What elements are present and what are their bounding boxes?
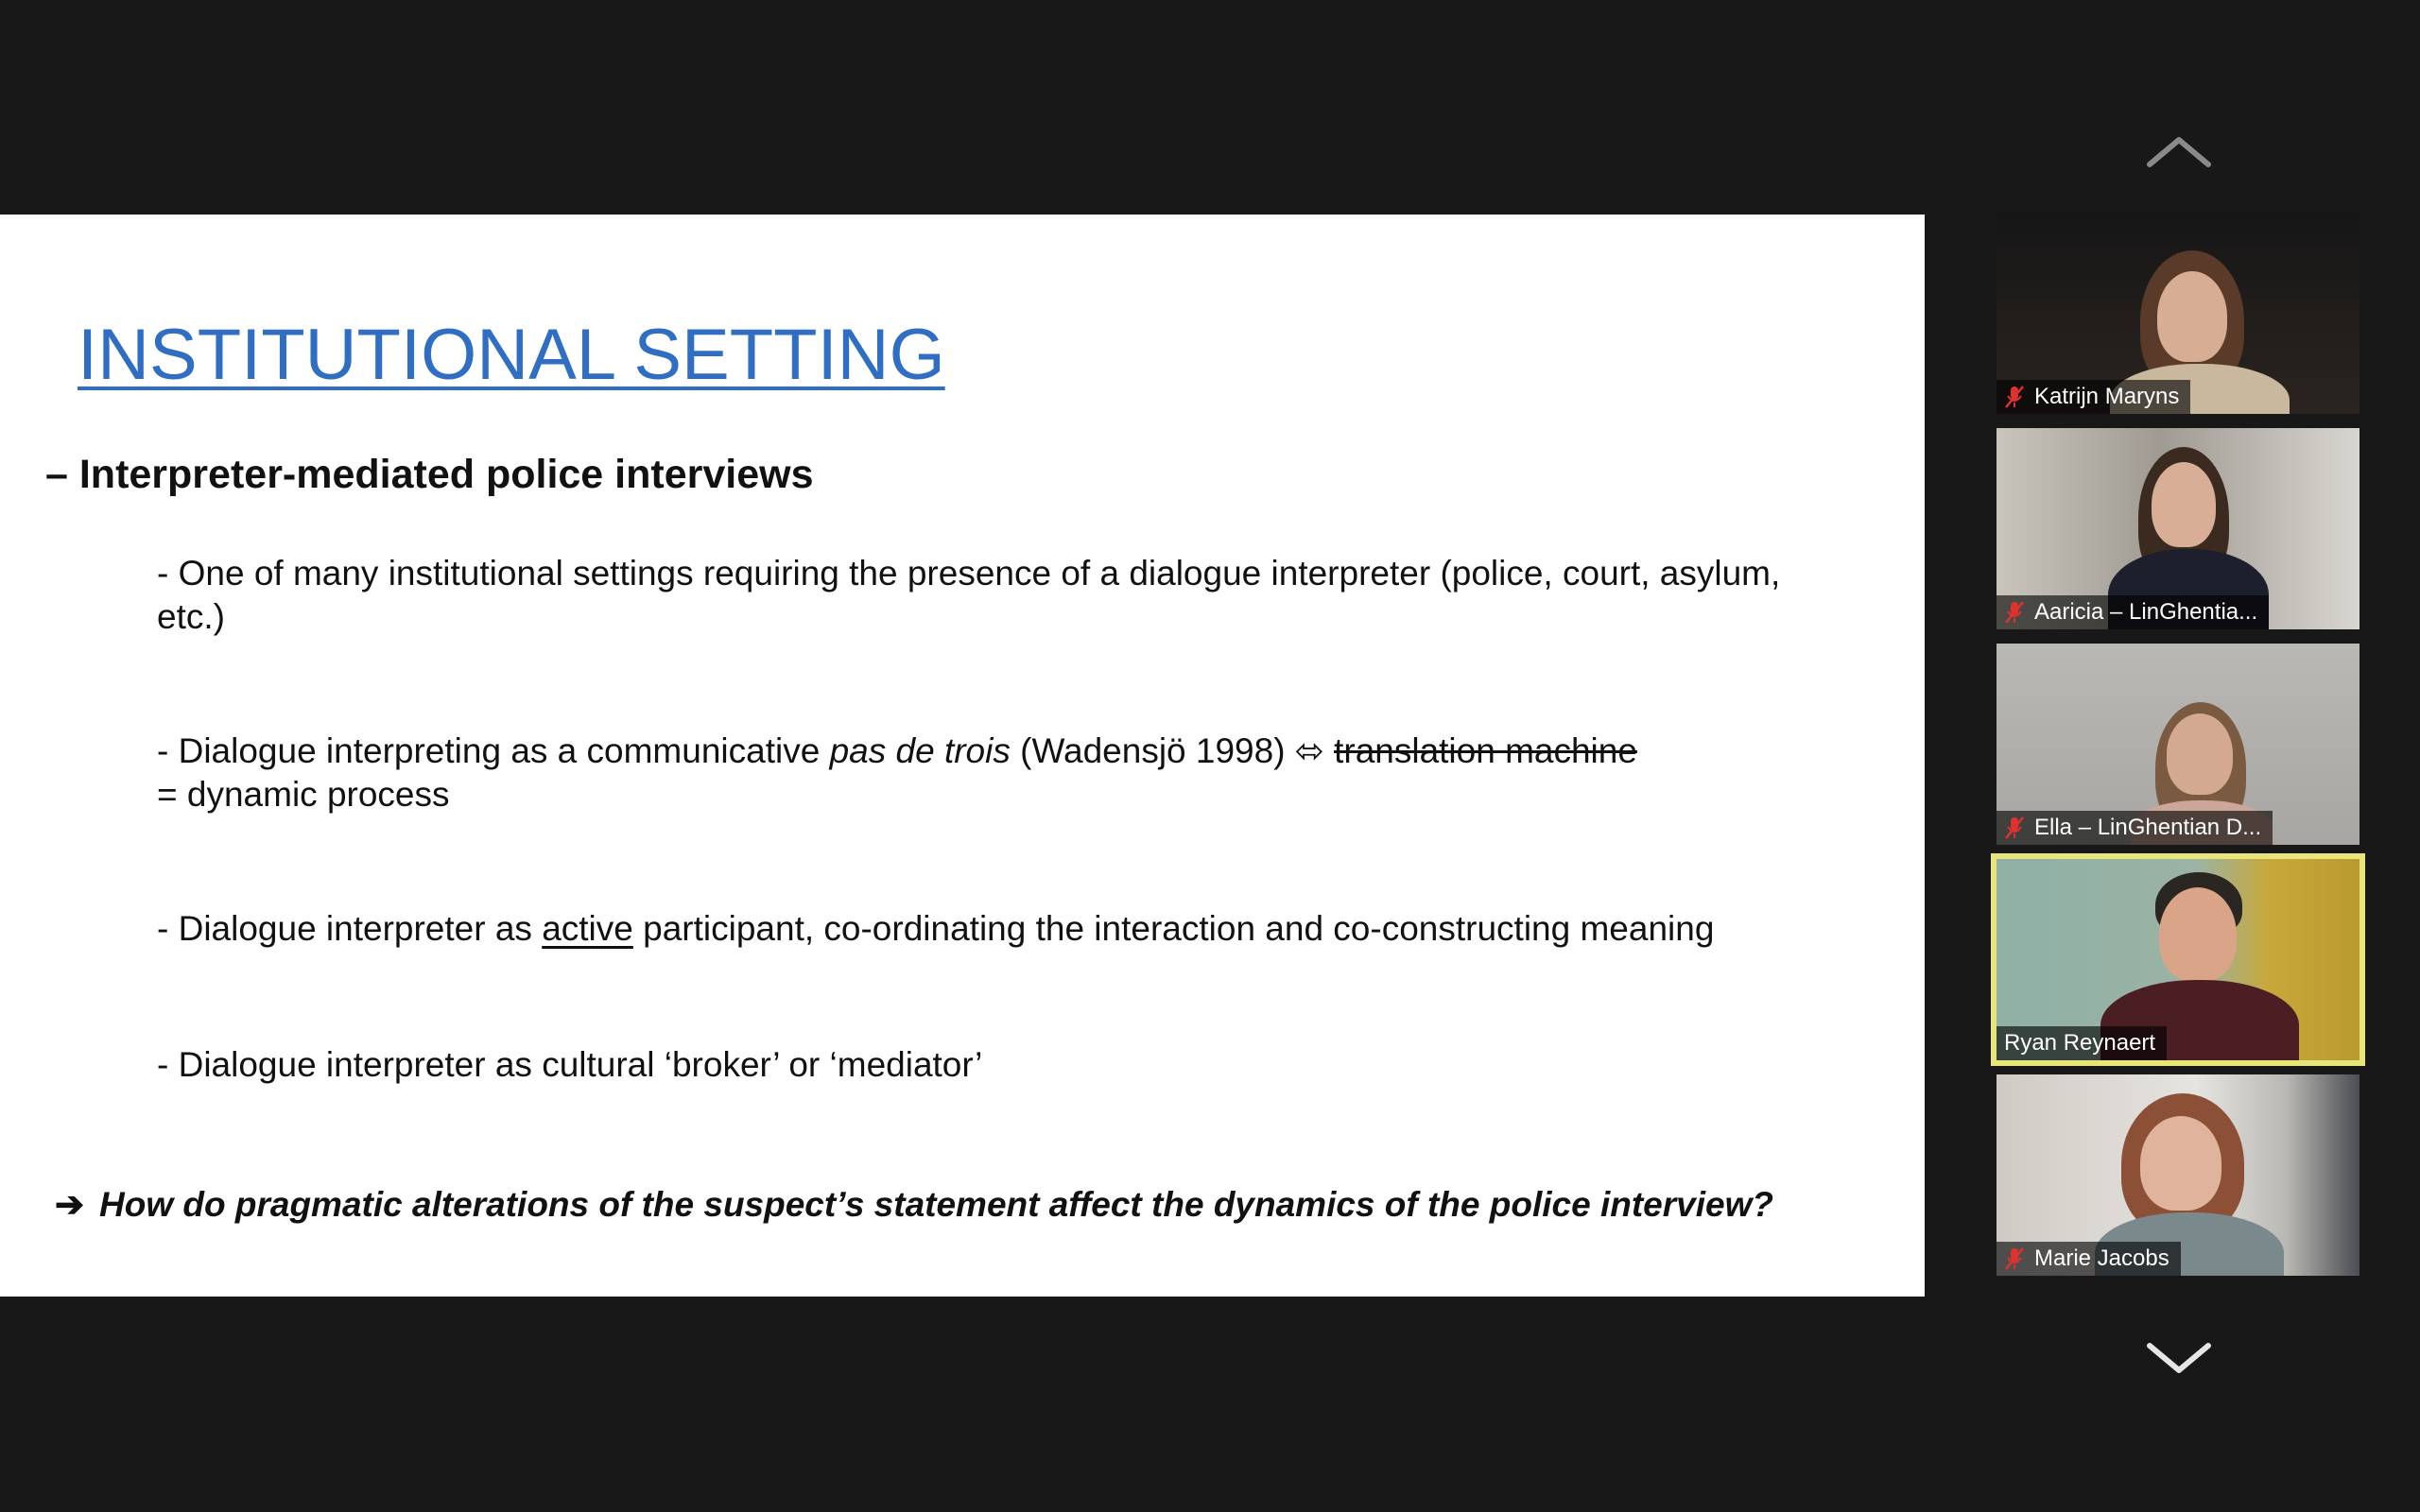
slide-title: INSTITUTIONAL SETTING — [78, 315, 945, 395]
bullet-2-text-c: = dynamic process — [157, 775, 450, 814]
participant-name-badge — [1996, 811, 2273, 845]
muted-mic-icon — [2004, 600, 2025, 625]
shared-screen-slide — [0, 215, 1925, 1297]
bullet-3-underlined: active — [542, 909, 633, 948]
participant-name: Ryan Reynaert — [2004, 1030, 2156, 1056]
bullet-2-strikethrough: translation machine — [1334, 731, 1637, 770]
muted-mic-icon — [2004, 385, 2025, 409]
video-tile-aaricia[interactable] — [1996, 428, 2360, 629]
slide-bullet-4: - Dialogue interpreter as cultural ‘broker’ or ‘mediator’ — [157, 1045, 983, 1084]
video-tile-marie-jacobs[interactable] — [1996, 1074, 2360, 1276]
video-tile-katrijn-maryns[interactable] — [1996, 213, 2360, 414]
participant-name-badge — [1996, 1242, 2181, 1276]
participant-name: Katrijn Maryns — [2034, 384, 2180, 409]
slide-subtitle: – Interpreter-mediated police interviews — [45, 452, 814, 497]
gallery-scroll-up-button[interactable] — [2146, 132, 2212, 170]
bullet-3-text-b: participant, co-ordinating the interaction and co-constructing meaning — [632, 909, 1715, 948]
video-tile-ryan-reynaert[interactable] — [1996, 859, 2360, 1060]
slide-bullet-2 — [157, 730, 1821, 816]
participant-name-badge — [1996, 380, 2190, 414]
gallery-scroll-down-button[interactable] — [2146, 1340, 2212, 1378]
conclusion-text: How do pragmatic alterations of the suspect’s statement affect the dynamics of the police interview? — [99, 1185, 1773, 1224]
participant-name-badge — [1996, 1026, 2167, 1060]
bullet-3-text-a: - Dialogue interpreter as — [157, 909, 543, 948]
chevron-down-icon — [2146, 1340, 2212, 1378]
bullet-2-text-b: (Wadensjö 1998) ⬄ — [1010, 731, 1335, 770]
video-tile-ella[interactable] — [1996, 644, 2360, 845]
participant-name-badge — [1996, 595, 2269, 629]
participant-name: Marie Jacobs — [2034, 1246, 2169, 1271]
right-arrow-icon: ➔ — [55, 1185, 85, 1224]
participant-name: Ella – LinGhentian D... — [2034, 815, 2262, 840]
bullet-2-text-a: - Dialogue interpreting as a communicative — [157, 731, 830, 770]
participant-name: Aaricia – LinGhentia... — [2034, 599, 2258, 625]
muted-mic-icon — [2004, 816, 2025, 840]
muted-mic-icon — [2004, 1246, 2025, 1271]
slide-conclusion — [55, 1184, 1773, 1225]
slide-bullet-1: - One of many institutional settings requiring the presence of a dialogue interpreter (police, court, asylum, etc.) — [157, 554, 1781, 636]
slide-bullet-3 — [157, 907, 1821, 951]
chevron-up-icon — [2146, 132, 2212, 170]
bullet-2-italic: pas de trois — [829, 731, 1011, 770]
